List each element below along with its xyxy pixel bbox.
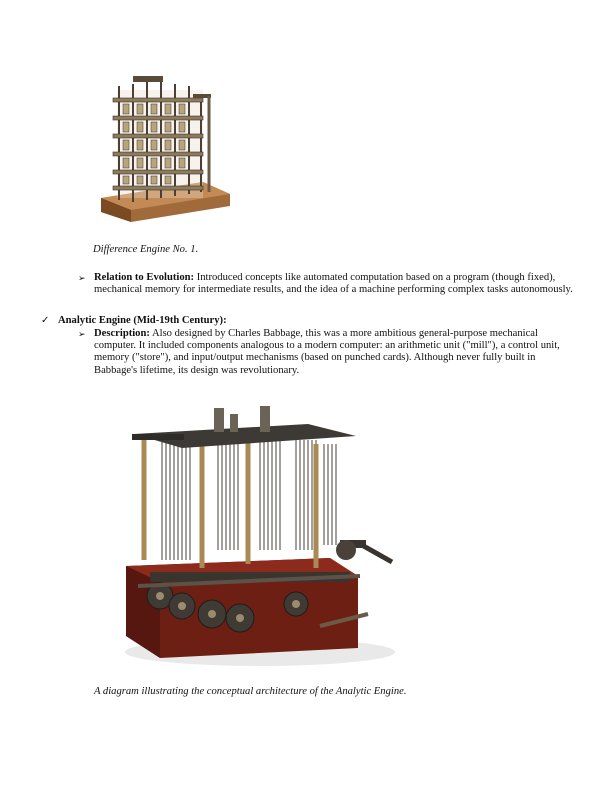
analytic-description-item — [94, 328, 574, 377]
difference-engine-photo — [93, 72, 238, 222]
analytic-engine-photo — [120, 400, 400, 670]
arrow-bullet-icon: ➢ — [78, 329, 86, 339]
relation-text: Introduced concepts like automated computation based on a program (though fixed), mechanical memory for intermediate results, and the idea of a machine performing complex tasks autonomously. — [94, 272, 573, 296]
description-label: Description: — [94, 328, 150, 339]
description-text: Also designed by Charles Babbage, this was a more ambitious general-purpose mechanical computer. It included components analogous to a modern computer: an arithmetic unit ("mill"), a control unit, memory ("store"), and input/output mechanisms (based on punched cards). Although never fully built in Babbage's lifetime, its design was revolutionary. — [94, 328, 560, 376]
checkmark-bullet-icon: ✓ — [41, 315, 50, 326]
figure-caption-analytic-engine: A diagram illustrating the conceptual architecture of the Analytic Engine. — [94, 686, 407, 697]
figure-caption-difference-engine: Difference Engine No. 1. — [93, 244, 199, 255]
arrow-bullet-icon: ➢ — [78, 273, 86, 283]
relation-to-evolution-item — [94, 272, 586, 296]
relation-label: Relation to Evolution: — [94, 272, 195, 283]
analytic-engine-heading: Analytic Engine (Mid-19th Century): — [58, 315, 227, 326]
